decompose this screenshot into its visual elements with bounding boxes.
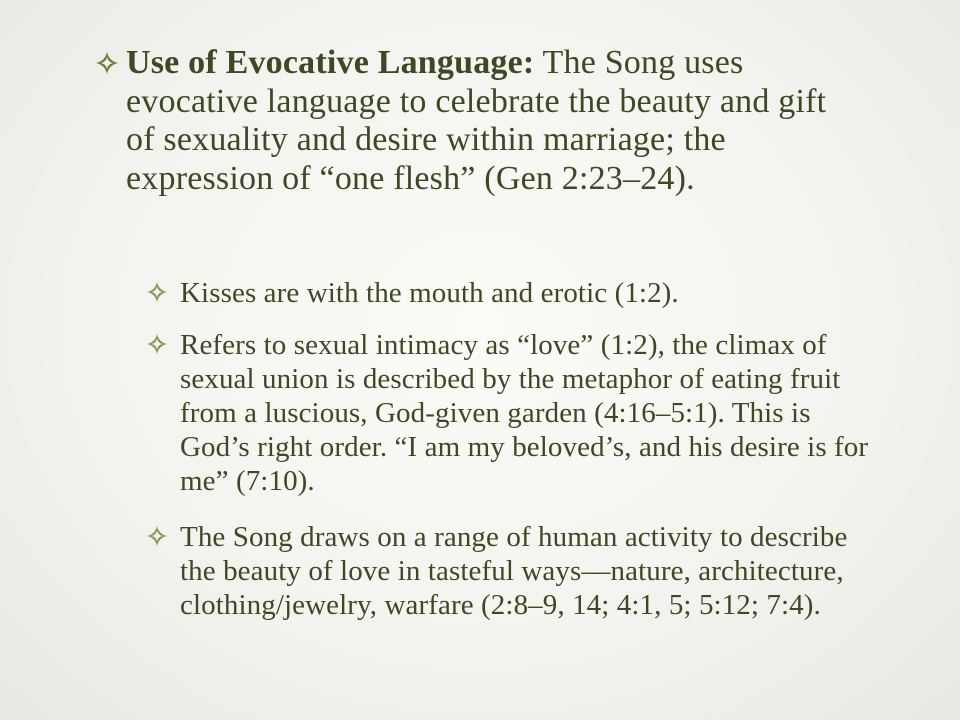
four-point-diamond-icon	[134, 328, 180, 354]
sub-bullet	[134, 520, 874, 622]
sub-bullet-text: Refers to sexual intimacy as “love” (1:2), the climax of sexual union is described by the metaphor of eating fruit from a luscious, God-given garden (4:16–5:1). This is God’s right order. “I am my beloved’s, and his desire is for me” (7:10).	[180, 329, 869, 497]
main-bullet-body: The Song uses evocative language to celebrate the beauty and gift of sexuality and desire within marriage; the expression of “one flesh” (Gen 2:23–24).	[126, 44, 827, 197]
four-point-diamond-icon	[88, 44, 126, 74]
main-bullet-heading: Use of Evocative Language:	[126, 44, 535, 81]
sub-bullet-text: Kisses are with the mouth and erotic (1:2).	[180, 277, 679, 309]
main-bullet-text	[126, 44, 848, 198]
sub-bullet	[134, 328, 874, 498]
sub-bullet	[134, 276, 874, 310]
four-point-diamond-icon	[134, 276, 180, 302]
sub-bullet-list	[134, 276, 874, 636]
main-bullet	[88, 44, 848, 198]
four-point-diamond-icon	[134, 520, 180, 546]
sub-bullet-text: The Song draws on a range of human activity to describe the beauty of love in tasteful ways––nature, architecture, clothing/jewelry, warfare (2:8–9, 14; 4:1, 5; 5:12; 7:4).	[180, 521, 848, 621]
